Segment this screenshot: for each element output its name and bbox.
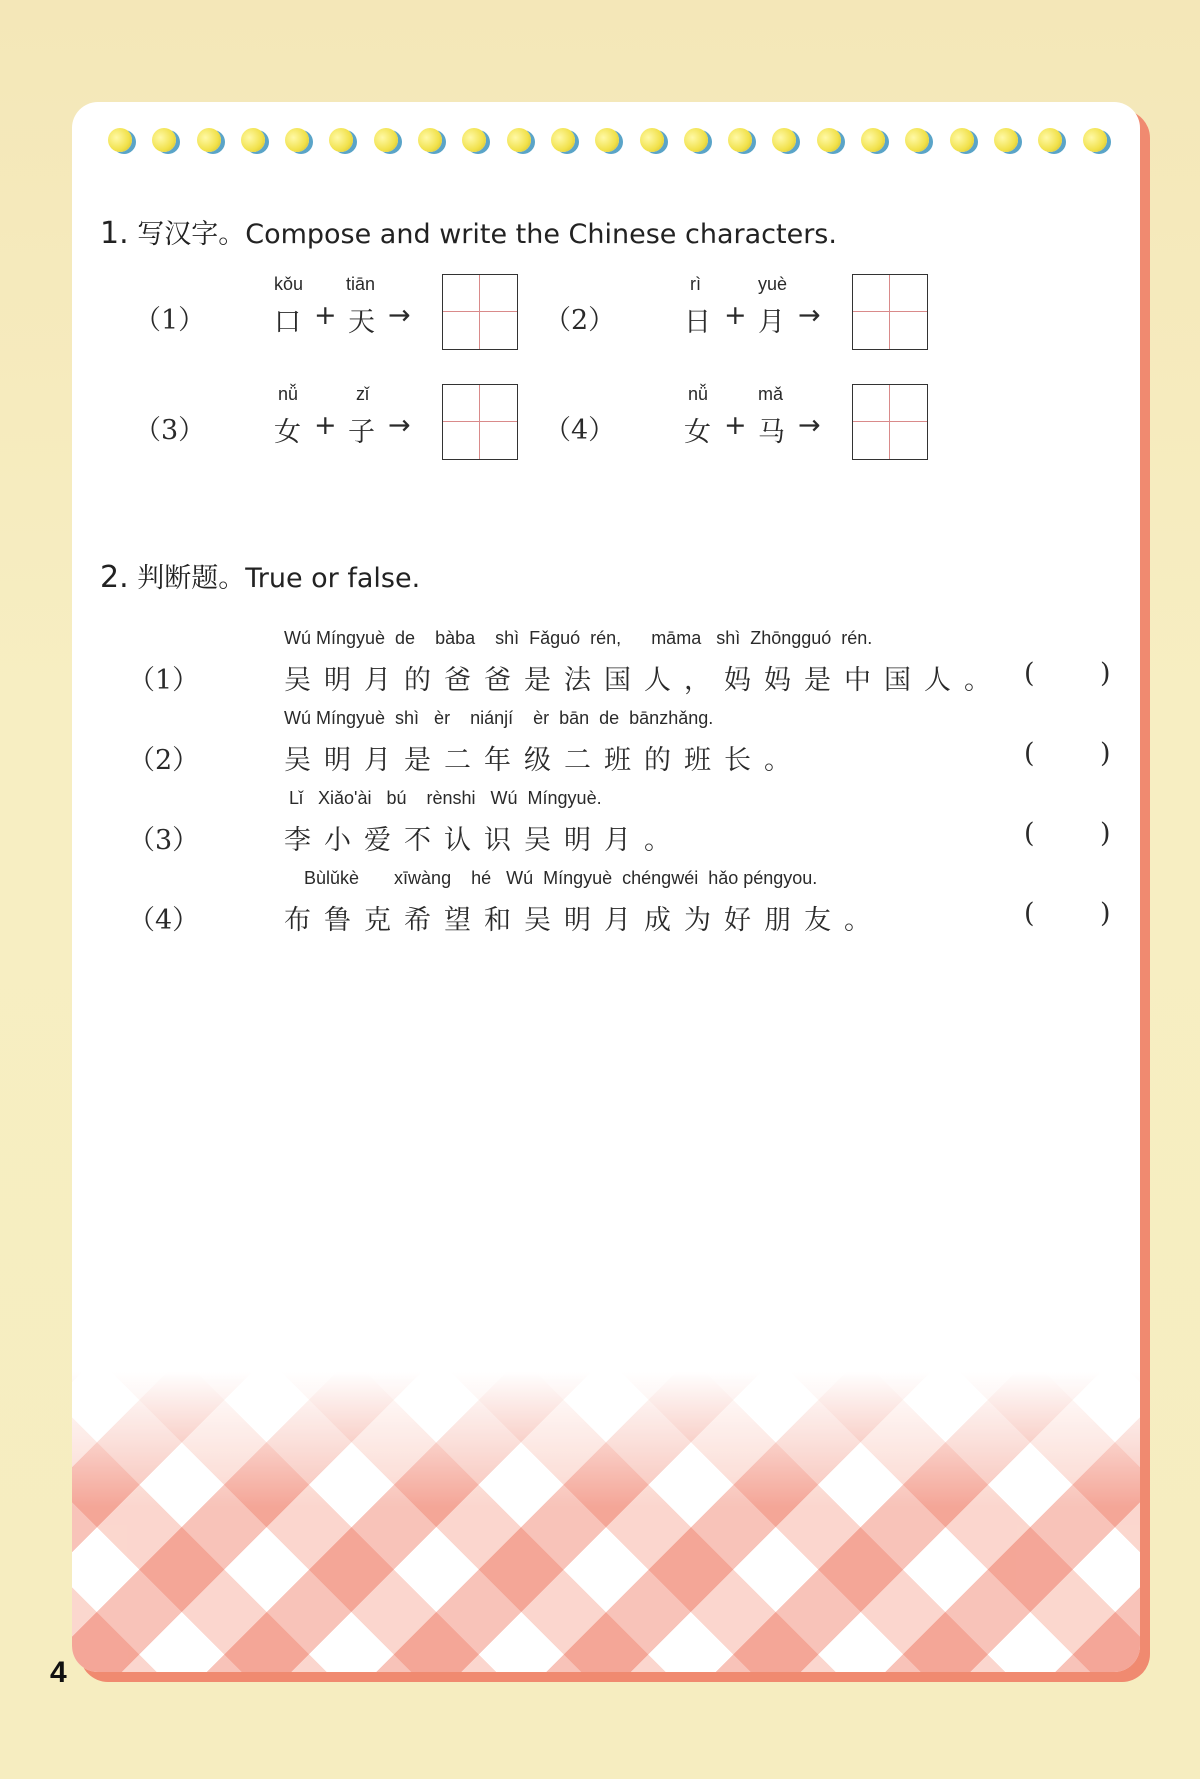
pinyin-2: tiān (346, 274, 376, 294)
section1-heading (100, 212, 837, 251)
close-paren: ) (1100, 818, 1111, 849)
item-index: （4） (128, 905, 200, 936)
pinyin-1: nǚ (688, 384, 709, 404)
true-false-item (128, 868, 1114, 938)
section2-number: 2. (100, 560, 129, 595)
ring-icon (374, 128, 398, 152)
item-index: （1） (134, 305, 206, 336)
answer-blank[interactable] (1040, 898, 1098, 932)
close-paren: ) (1100, 898, 1111, 929)
ring-icon (197, 128, 221, 152)
open-paren: ( (1024, 818, 1035, 849)
ring-icon (418, 128, 442, 152)
pinyin-2: zǐ (356, 384, 369, 404)
pinyin-2: yuè (758, 274, 788, 294)
ring-icon (817, 128, 841, 152)
open-paren: ( (1024, 898, 1035, 929)
binder-rings (108, 128, 1107, 152)
char-1: 女 (684, 417, 711, 448)
ring-icon (1038, 128, 1062, 152)
true-false-item (128, 788, 1114, 858)
char-1: 女 (274, 417, 301, 448)
answer-blank[interactable] (1040, 738, 1098, 772)
ring-icon (329, 128, 353, 152)
section2-heading (100, 556, 420, 595)
ring-icon (152, 128, 176, 152)
item-index: （2） (544, 305, 616, 336)
section1-title-zh: 写汉字。 (137, 219, 246, 250)
ring-icon (462, 128, 486, 152)
diamond-pattern-decoration (72, 1372, 1140, 1672)
arrow-icon: → (798, 410, 821, 441)
true-false-item (128, 708, 1114, 778)
answer-blank[interactable] (1040, 658, 1098, 692)
item-index: （4） (544, 415, 616, 446)
page-number: 4 (50, 1656, 67, 1689)
char-2: 子 (348, 417, 375, 448)
pinyin-1: kǒu (274, 274, 304, 294)
answer-blank[interactable] (1040, 818, 1098, 852)
writing-grid[interactable] (442, 384, 518, 460)
plus-sign: + (724, 300, 747, 331)
item-pinyin: Wú Míngyuè de bàba shì Fǎguó rén, māma shì Zhōngguó rén. (284, 628, 873, 648)
char-1: 口 (274, 307, 301, 338)
compose-item (544, 274, 944, 354)
worksheet-page (72, 102, 1140, 1672)
char-1: 日 (684, 307, 711, 338)
writing-grid[interactable] (852, 384, 928, 460)
plus-sign: + (314, 410, 337, 441)
pinyin-1: nǚ (278, 384, 299, 404)
item-index: （2） (128, 745, 200, 776)
pinyin-1: rì (690, 274, 701, 294)
open-paren: ( (1024, 738, 1035, 769)
item-sentence: 吴明月是二年级二班的班长。 (284, 745, 804, 776)
writing-grid[interactable] (442, 274, 518, 350)
item-pinyin: Lǐ Xiǎo'ài bú rènshi Wú Míngyuè. (284, 788, 602, 808)
section2-title-zh: 判断题。 (137, 563, 246, 594)
ring-icon (1083, 128, 1107, 152)
section1-title-en: Compose and write the Chinese characters. (245, 219, 837, 250)
char-2: 天 (348, 307, 375, 338)
ring-icon (772, 128, 796, 152)
writing-grid[interactable] (852, 274, 928, 350)
compose-item (134, 384, 534, 464)
item-index: （1） (128, 665, 200, 696)
ring-icon (507, 128, 531, 152)
ring-icon (861, 128, 885, 152)
section2-title-en: True or false. (245, 563, 421, 594)
char-2: 马 (758, 417, 785, 448)
compose-item (134, 274, 534, 354)
ring-icon (905, 128, 929, 152)
plus-sign: + (314, 300, 337, 331)
section1-number: 1. (100, 216, 129, 251)
close-paren: ) (1100, 738, 1111, 769)
item-sentence: 吴明月的爸爸是法国人，妈妈是中国人。 (284, 665, 1004, 696)
arrow-icon: → (798, 300, 821, 331)
ring-icon (551, 128, 575, 152)
ring-icon (285, 128, 309, 152)
ring-icon (241, 128, 265, 152)
item-sentence: 布鲁克希望和吴明月成为好朋友。 (284, 905, 884, 936)
open-paren: ( (1024, 658, 1035, 689)
true-false-item (128, 628, 1114, 698)
ring-icon (728, 128, 752, 152)
close-paren: ) (1100, 658, 1111, 689)
item-index: （3） (128, 825, 200, 856)
ring-icon (950, 128, 974, 152)
compose-item (544, 384, 944, 464)
ring-icon (108, 128, 132, 152)
ring-icon (684, 128, 708, 152)
pinyin-2: mǎ (758, 384, 784, 404)
ring-icon (640, 128, 664, 152)
item-index: （3） (134, 415, 206, 446)
char-2: 月 (758, 307, 785, 338)
arrow-icon: → (388, 410, 411, 441)
plus-sign: + (724, 410, 747, 441)
item-pinyin: Wú Míngyuè shì èr niánjí èr bān de bānzhǎng. (284, 708, 714, 728)
arrow-icon: → (388, 300, 411, 331)
item-pinyin: Bùlǔkè xīwàng hé Wú Míngyuè chéngwéi hǎo péngyou. (284, 868, 818, 888)
ring-icon (994, 128, 1018, 152)
ring-icon (595, 128, 619, 152)
item-sentence: 李小爱不认识吴明月。 (284, 825, 684, 856)
